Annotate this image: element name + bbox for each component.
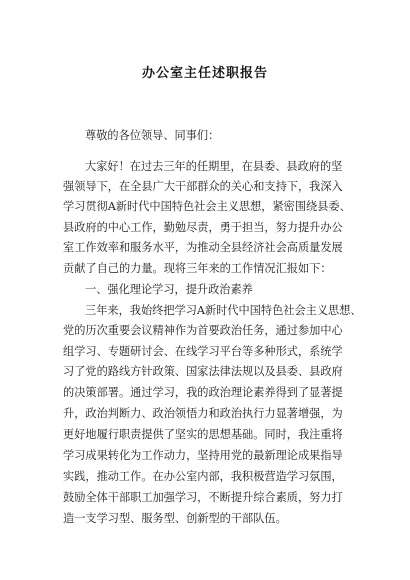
- paragraph-line: 造一支学习型、服务型、创新型的干部队伍。: [63, 512, 287, 525]
- paragraph-line: 室工作效率和服务水平，为推动全县经济社会高质量发展: [63, 241, 343, 254]
- paragraph-line: 组学习、专题研讨会、在线学习平台等多种形式，系统学: [63, 345, 343, 358]
- paragraph-line: 更好地履行职责提供了坚实的思想基础。同时，我注重将: [63, 428, 343, 441]
- paragraph-line: 学习成果转化为工作动力，坚持用党的最新理论成果指导: [63, 449, 343, 462]
- paragraph-line: 县政府的中心工作，勤勉尽责，勇于担当，努力提升办公: [63, 221, 343, 234]
- document-title: 办公室主任述职报告: [141, 66, 268, 81]
- paragraph-line: 强领导下，在全县广大干部群众的关心和支持下，我深入: [63, 180, 343, 193]
- paragraph-line: 的决策部署。通过学习，我的政治理论素养得到了显著提: [63, 386, 343, 399]
- paragraph-line: 党的历次重要会议精神作为首要政治任务，通过参加中心: [63, 324, 343, 337]
- paragraph-line: 大家好！在过去三年的任期里，在县委、县政府的坚: [85, 160, 343, 173]
- paragraph-line: 学习贯彻A新时代中国特色社会主义思想，紧密围绕县委、: [63, 200, 351, 213]
- paragraph-line: 贡献了自己的力量。现将三年来的工作情况汇报如下：: [63, 262, 332, 275]
- paragraph-line: 鼓励全体干部职工加强学习，不断提升综合素质，努力打: [63, 491, 343, 504]
- paragraph-line: 三年来，我始终把学习A新时代中国特色社会主义思想、: [85, 304, 362, 317]
- greeting: 尊敬的各位领导、同事们：: [85, 129, 220, 142]
- paragraph-line: 升，政治判断力、政治领悟力和政治执行力显著增强，为: [63, 407, 343, 420]
- paragraph-line: 实践，推动工作。在办公室内部，我积极营造学习氛围，: [63, 470, 343, 483]
- section-heading: 一、强化理论学习，提升政治素养: [85, 283, 253, 296]
- paragraph-line: 习了党的路线方针政策、国家法律法规以及县委、县政府: [63, 365, 343, 378]
